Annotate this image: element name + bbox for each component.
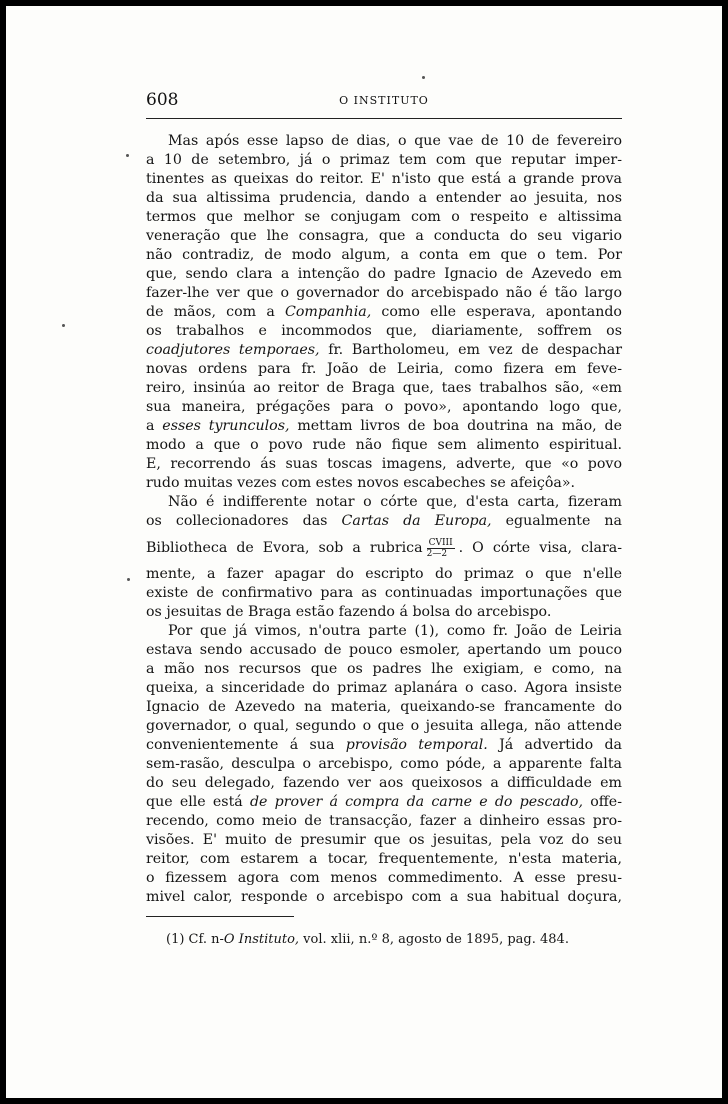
line-text: a 10 de setembro, já o primaz tem com que reputar imper-: [146, 152, 622, 168]
rubrica-top: CVIII: [428, 537, 453, 548]
line-text: rudo muitas vezes com estes novos escabeches se afeiçôa».: [146, 475, 576, 491]
text-line: [146, 774, 622, 793]
text-line: [146, 132, 622, 151]
line-text: mivel calor, responde o arcebispo com a sua habitual doçura,: [146, 889, 622, 905]
footnote-marker: (1): [166, 932, 185, 947]
text-line: [146, 303, 622, 322]
text-line: [146, 755, 622, 774]
line-text: o fizessem agora com menos commedimento. A esse presu-: [146, 870, 622, 886]
line-text: queixa, a sinceridade do primaz aplanára o caso. Agora insiste: [146, 680, 622, 696]
line-text: Bibliotheca de Evora, sob a rubrica: [146, 540, 423, 556]
footnote-text-before: Cf. n-: [184, 932, 224, 947]
text-line: [146, 888, 622, 907]
text-line: [146, 493, 622, 512]
line-italic: de prover á compra da carne e do pescado,: [249, 794, 583, 810]
line-text: da sua altissima prudencia, dando a entender ao jesuita, nos: [146, 190, 622, 206]
text-line: [146, 679, 622, 698]
header-rule: [146, 118, 622, 119]
line-text-after: offe-: [582, 794, 623, 810]
text-line: [146, 322, 622, 341]
rubrica-bottom: 2—2: [426, 548, 448, 559]
footnote: [166, 932, 622, 947]
line-text: governador, o qual, segundo o que o jesuita allega, não attende: [146, 718, 622, 734]
text-line: [146, 717, 622, 736]
line-text: visões. E' muito de presumir que os jesuitas, pela voz do seu: [146, 832, 622, 848]
speck: [127, 578, 130, 581]
body-text: [146, 132, 622, 907]
text-line: [146, 265, 622, 284]
text-line: [146, 622, 622, 641]
line-text: existe de confirmativo para as continuadas importunações que: [146, 585, 622, 601]
line-text: mente, a fazer apagar do escripto do primaz o que n'elle: [146, 566, 622, 582]
footnote-rule: [146, 916, 294, 917]
text-line: [146, 417, 622, 436]
line-text: Mas após esse lapso de dias, o que vae de 10 de fevereiro: [168, 133, 622, 149]
line-text-after: Já advertido da: [487, 737, 623, 753]
text-line: [146, 512, 622, 531]
line-text: que elle está: [146, 794, 250, 810]
line-text-after: . O córte visa, clara-: [458, 540, 622, 556]
line-text: recendo, como meio de transacção, fazer a dinheiro essas pro-: [146, 813, 622, 829]
text-line: [146, 341, 622, 360]
line-text: novas ordens para fr. João de Leiria, como fizera em feve-: [146, 361, 622, 377]
speck: [62, 324, 65, 327]
text-line: [146, 208, 622, 227]
text-line: [146, 170, 622, 189]
speck: [126, 154, 129, 157]
line-italic: coadjutores temporaes,: [146, 342, 320, 358]
line-text: estava sendo accusado de pouco esmoler, apertando um pouco: [146, 642, 622, 658]
line-text: os trabalhos e incommodos que, diariamente, soffrem os: [146, 323, 622, 339]
text-line: [146, 584, 622, 603]
text-line: [146, 360, 622, 379]
text-line: [146, 398, 622, 417]
page-number: 608: [146, 90, 179, 110]
text-line: [146, 812, 622, 831]
line-text: que, sendo clara a intenção do padre Ignacio de Azevedo em: [146, 266, 622, 282]
line-text: tinentes as queixas do reitor. E' n'isto que está a grande prova: [146, 171, 622, 187]
text-line: [146, 246, 622, 265]
line-text: sem-rasão, desculpa o arcebispo, como póde, a apparente falta: [146, 756, 622, 772]
line-text: veneração que lhe consagra, que a conducta do seu vigario: [146, 228, 622, 244]
line-text: termos que melhor se conjugam com o respeito e altissima: [146, 209, 622, 225]
text-line: [146, 379, 622, 398]
line-italic: esses tyrunculos,: [162, 418, 290, 434]
line-text: Não é indifferente notar o córte que, d'esta carta, fizeram: [168, 494, 622, 510]
line-text: reitor, com estarem a tocar, frequentemente, n'esta materia,: [146, 851, 622, 867]
text-line: [146, 189, 622, 208]
line-text-after: fr. Bartholomeu, em vez de despachar: [319, 342, 622, 358]
running-title: O INSTITUTO: [339, 94, 429, 107]
line-text: os collecionadores das: [146, 513, 342, 529]
footnote-text-after: vol. xlii, n.º 8, agosto de 1895, pag. 484.: [299, 932, 569, 947]
line-text: de mãos, com a: [146, 304, 286, 320]
text-line: [146, 227, 622, 246]
footnote-italic: O Instituto,: [223, 932, 300, 947]
line-text: a: [146, 418, 163, 434]
line-text-after: egualmente na: [491, 513, 622, 529]
line-text: sua maneira, prégações para o povo», apontando logo que,: [146, 399, 622, 415]
line-text: modo a que o povo rude não fique sem alimento espiritual.: [146, 437, 622, 453]
line-italic: provisão temporal.: [345, 737, 488, 753]
text-line: [146, 565, 622, 584]
page-header: [146, 90, 622, 114]
text-line: [146, 603, 622, 622]
text-line: [146, 869, 622, 888]
line-text: fazer-lhe ver que o governador do arcebispado não é tão largo: [146, 285, 622, 301]
line-text: convenientemente á sua: [146, 737, 346, 753]
text-line: [146, 793, 622, 812]
speck: [422, 76, 425, 79]
line-italic: Cartas da Europa,: [341, 513, 492, 529]
line-text: reiro, insinúa ao reitor de Braga que, taes trabalhos são, «em: [146, 380, 622, 396]
text-line: [146, 660, 622, 679]
line-text: E, recorrendo ás suas toscas imagens, adverte, que «o povo: [146, 456, 622, 472]
line-text-after: mettam livros de boa doutrina na mão, de: [289, 418, 622, 434]
text-line: [146, 436, 622, 455]
text-line: [146, 531, 622, 565]
line-text: Ignacio de Azevedo na materia, queixando-se francamente do: [146, 699, 622, 715]
text-line: [146, 151, 622, 170]
line-text-after: como elle esperava, apontando: [371, 304, 622, 320]
line-text: a mão nos recursos que os padres lhe exigiam, e como, na: [146, 661, 622, 677]
line-text: Por que já vimos, n'outra parte (1), como fr. João de Leiria: [168, 623, 622, 639]
text-line: [146, 831, 622, 850]
rubrica-fraction: [427, 538, 455, 559]
text-line: [146, 474, 622, 493]
text-line: [146, 284, 622, 303]
line-text: não contradiz, de modo algum, a conta em que o tem. Por: [146, 247, 622, 263]
line-italic: Companhia,: [285, 304, 372, 320]
line-text: do seu delegado, fazendo ver aos queixosos a difficuldade em: [146, 775, 622, 791]
text-line: [146, 850, 622, 869]
text-line: [146, 698, 622, 717]
line-text: os jesuitas de Braga estão fazendo á bolsa do arcebispo.: [146, 604, 552, 620]
text-line: [146, 455, 622, 474]
text-line: [146, 641, 622, 660]
text-line: [146, 736, 622, 755]
